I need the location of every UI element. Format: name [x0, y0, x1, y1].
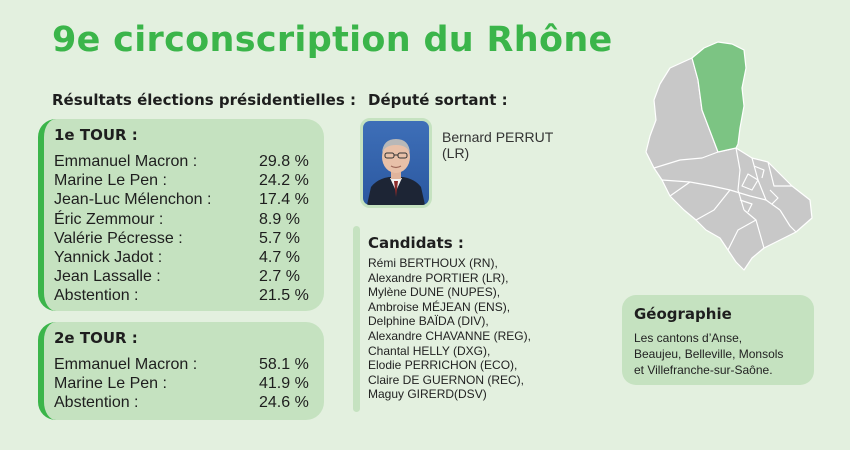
- rhone-map: [640, 40, 820, 280]
- page-title: 9e circonscription du Rhône: [52, 20, 613, 60]
- result-row: [54, 374, 324, 393]
- result-row: [54, 355, 324, 374]
- list-item: Claire DE GUERNON (REC),: [368, 372, 525, 387]
- tour2-title: 2e TOUR :: [54, 329, 138, 347]
- candidate-score: 8.9 %: [259, 210, 300, 228]
- candidate-score: 24.2 %: [259, 172, 309, 190]
- results-heading: Résultats élections présidentielles :: [52, 91, 356, 109]
- abstention-label: Abstention :: [54, 394, 139, 412]
- candidate-score: 58.1 %: [259, 356, 309, 373]
- result-row: [54, 171, 324, 190]
- geographie-box: [622, 295, 814, 385]
- candidates-list: [368, 256, 531, 402]
- abstention-value: 24.6 %: [259, 394, 309, 412]
- depute-heading: Député sortant :: [368, 91, 508, 109]
- result-row: [54, 267, 324, 286]
- candidate-name: Yannick Jadot :: [54, 248, 163, 266]
- candidate-name: Emmanuel Macron :: [54, 356, 198, 373]
- result-row: [54, 210, 324, 229]
- list-item: Alexandre CHAVANNE (REG),: [368, 328, 531, 343]
- tour2-rows: [54, 355, 324, 413]
- geographie-line: Beaujeu, Belleville, Monsols: [634, 347, 784, 361]
- result-row: [54, 248, 324, 267]
- portrait-icon: [363, 121, 429, 205]
- list-item: Rémi BERTHOUX (RN),: [368, 256, 498, 270]
- candidate-score: 5.7 %: [259, 229, 300, 247]
- tour2-box: [38, 322, 324, 420]
- abstention-label: Abstention :: [54, 287, 139, 305]
- depute-photo: [360, 118, 432, 208]
- result-row: [54, 286, 324, 305]
- candidates-accent-bar: [353, 226, 360, 412]
- candidate-name: Éric Zemmour :: [54, 210, 164, 228]
- result-row: [54, 393, 324, 412]
- candidate-name: Jean Lassalle :: [54, 268, 161, 286]
- list-item: Maguy GIRERD(DSV): [368, 387, 487, 402]
- list-item: Delphine BAÏDA (DIV),: [368, 314, 489, 329]
- list-item: Elodie PERRICHON (ECO),: [368, 358, 518, 373]
- result-row: [54, 229, 324, 248]
- depute-party: (LR): [442, 145, 470, 161]
- depute-name: [442, 129, 572, 161]
- candidate-name: Marine Le Pen :: [54, 172, 167, 190]
- geographie-title: Géographie: [634, 305, 732, 323]
- abstention-value: 21.5 %: [259, 287, 309, 305]
- candidate-score: 17.4 %: [259, 191, 309, 209]
- tour1-box: [38, 119, 324, 311]
- candidate-name: Emmanuel Macron :: [54, 153, 198, 170]
- result-row: [54, 152, 324, 171]
- geographie-line: et Villefranche-sur-Saône.: [634, 363, 773, 377]
- candidate-name: Marine Le Pen :: [54, 375, 167, 393]
- geographie-line: Les cantons d’Anse,: [634, 331, 743, 345]
- tour1-title: 1e TOUR :: [54, 126, 138, 144]
- candidates-heading: Candidats :: [368, 234, 464, 252]
- list-item: Chantal HELLY (DXG),: [368, 343, 491, 358]
- list-item: Mylène DUNE (NUPES),: [368, 285, 501, 300]
- result-row: [54, 190, 324, 209]
- candidate-score: 4.7 %: [259, 248, 300, 266]
- geographie-text: [634, 330, 802, 378]
- tour1-rows: [54, 152, 324, 306]
- depute-name-line: Bernard PERRUT: [442, 129, 554, 145]
- candidate-score: 41.9 %: [259, 375, 309, 393]
- list-item: Ambroise MÉJEAN (ENS),: [368, 299, 511, 314]
- candidate-name: Jean-Luc Mélenchon :: [54, 191, 212, 209]
- candidate-score: 29.8 %: [259, 153, 309, 170]
- list-item: Alexandre PORTIER (LR),: [368, 270, 509, 285]
- candidate-name: Valérie Pécresse :: [54, 229, 183, 247]
- candidate-score: 2.7 %: [259, 268, 300, 286]
